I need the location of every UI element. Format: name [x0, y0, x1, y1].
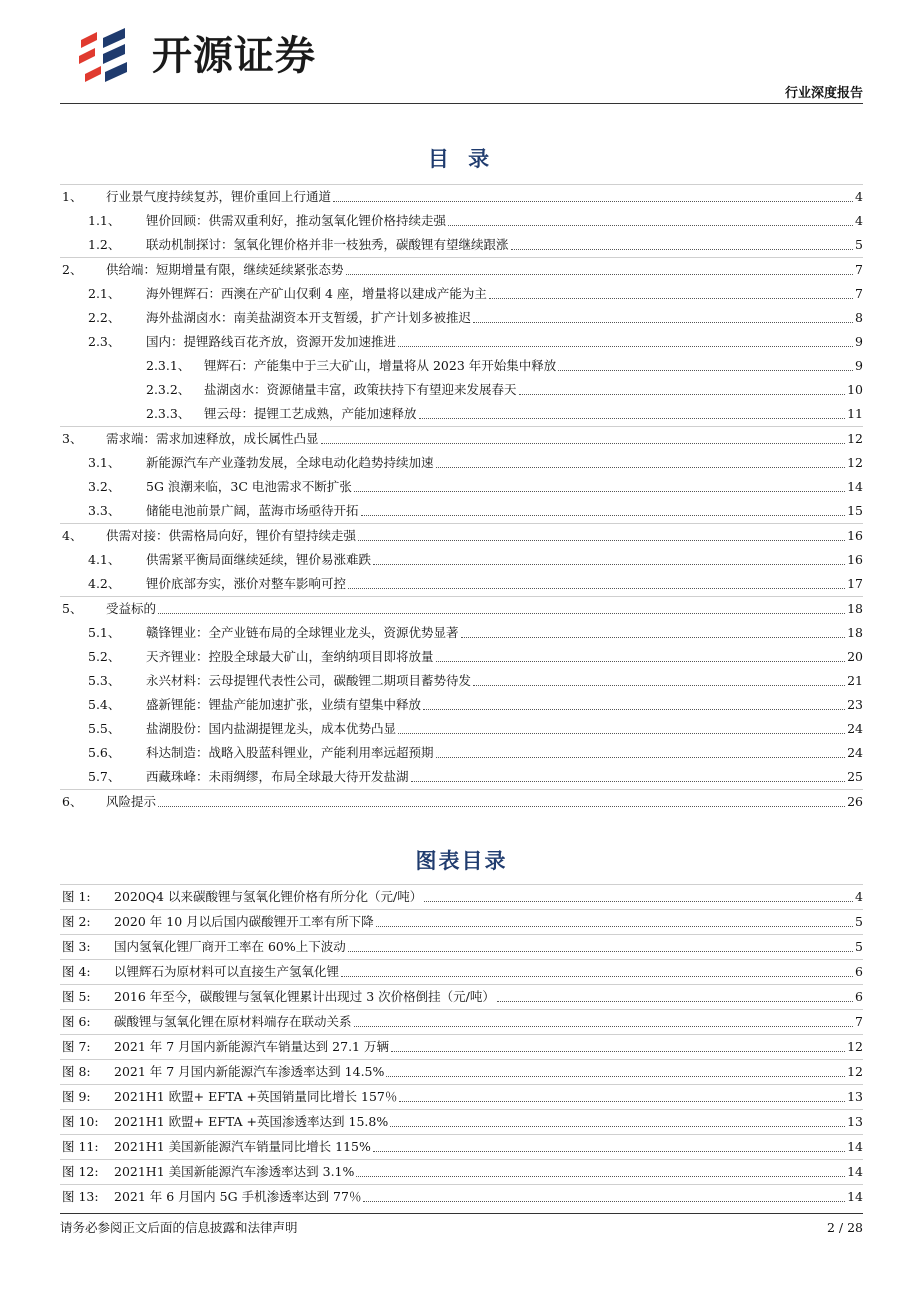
- figure-entry-page: 6: [855, 989, 863, 1004]
- toc-entry[interactable]: [60, 330, 863, 354]
- toc-entry-page: 23: [847, 697, 863, 712]
- toc-entry[interactable]: [60, 426, 863, 451]
- figure-dot-leader: [497, 993, 853, 1002]
- toc-entry[interactable]: [60, 789, 863, 814]
- figure-entry-number: 图 10:: [62, 1114, 99, 1129]
- toc-entry-title: 锂价底部夯实，涨价对整车影响可控: [146, 576, 347, 591]
- toc-entry-page: 25: [847, 769, 863, 784]
- figure-entry[interactable]: [60, 1109, 863, 1134]
- toc-entry-number: 5.1、: [88, 625, 121, 640]
- toc-entry-page: 12: [847, 431, 863, 446]
- figure-dot-leader: [348, 943, 853, 952]
- figure-entry-title: 以锂辉石为原材料可以直接生产氢氧化锂: [114, 964, 340, 979]
- toc-entry-page: 20: [847, 649, 863, 664]
- toc-entry-number: 1.2、: [88, 237, 121, 252]
- toc-dot-leader: [333, 193, 853, 202]
- toc-entry-page: 10: [847, 382, 863, 397]
- figure-entry-page: 13: [847, 1114, 863, 1129]
- toc-entry-title: 行业景气度持续复苏，锂价重回上行通道: [106, 189, 332, 204]
- toc-dot-leader: [436, 459, 846, 468]
- toc-entry[interactable]: [60, 475, 863, 499]
- toc-entry-number: 4、: [62, 528, 83, 543]
- toc-entry-page: 5: [855, 237, 863, 252]
- figure-entry-title: 2021 年 7 月国内新能源汽车渗透率达到 14.5%: [114, 1064, 385, 1079]
- toc-entry-page: 18: [847, 625, 863, 640]
- figure-dot-leader: [363, 1193, 845, 1202]
- toc-entry-title: 科达制造：战略入股蓝科锂业，产能利用率远超预期: [146, 745, 434, 760]
- toc-entry[interactable]: [60, 378, 863, 402]
- toc-dot-leader: [358, 532, 845, 541]
- toc-entry-page: 16: [847, 552, 863, 567]
- figure-entry-page: 5: [855, 939, 863, 954]
- toc-entry-title: 风险提示: [106, 794, 157, 809]
- toc-entry-number: 1、: [62, 189, 83, 204]
- toc-dot-leader: [436, 749, 846, 758]
- toc-dot-leader: [158, 798, 845, 807]
- toc-entry-number: 2.3、: [88, 334, 121, 349]
- toc-entry-page: 4: [855, 189, 863, 204]
- toc-entry-page: 21: [847, 673, 863, 688]
- toc-entry[interactable]: [60, 669, 863, 693]
- toc-dot-leader: [473, 314, 853, 323]
- toc-entry-title: 新能源汽车产业蓬勃发展，全球电动化趋势持续加速: [146, 455, 434, 470]
- figure-entry-title: 国内氢氧化锂厂商开工率在 60%上下波动: [114, 939, 346, 954]
- toc-dot-leader: [558, 362, 853, 371]
- figure-entry-title: 2021 年 6 月国内 5G 手机渗透率达到 77％: [114, 1189, 362, 1204]
- figure-entry-title: 2021H1 欧盟+ EFTA +英国渗透率达到 15.8%: [114, 1114, 389, 1129]
- figure-entry-number: 图 4:: [62, 964, 91, 979]
- figure-list: [60, 884, 863, 1209]
- figure-entry[interactable]: [60, 1184, 863, 1209]
- toc-entry-number: 1.1、: [88, 213, 121, 228]
- toc-dot-leader: [473, 677, 845, 686]
- toc-entry-number: 3.2、: [88, 479, 121, 494]
- figure-dot-leader: [354, 1018, 854, 1027]
- toc-entry-title: 供需对接：供需格局向好，锂价有望持续走强: [106, 528, 357, 543]
- figure-entry[interactable]: [60, 1059, 863, 1084]
- toc-dot-leader: [419, 410, 846, 419]
- figure-entry-page: 12: [847, 1064, 863, 1079]
- brand-logo-icon: [75, 26, 135, 86]
- toc-entry-page: 18: [847, 601, 863, 616]
- toc-dot-leader: [411, 773, 846, 782]
- toc-entry-page: 9: [855, 334, 863, 349]
- figure-entry-title: 2020 年 10 月以后国内碳酸锂开工率有所下降: [114, 914, 374, 929]
- figure-entry-title: 2021H1 美国新能源汽车销量同比增长 115%: [114, 1139, 371, 1154]
- toc-entry-title: 锂云母：提锂工艺成熟，产能加速释放: [204, 406, 417, 421]
- figure-entry[interactable]: [60, 959, 863, 984]
- figure-entry-title: 2021H1 欧盟+ EFTA +英国销量同比增长 157％: [114, 1089, 398, 1104]
- toc-entry-title: 天齐锂业：控股全球最大矿山，奎纳纳项目即将放量: [146, 649, 434, 664]
- figure-dot-leader: [391, 1043, 845, 1052]
- toc-entry-number: 2.1、: [88, 286, 121, 301]
- toc-list: [60, 184, 863, 814]
- toc-entry-page: 17: [847, 576, 863, 591]
- report-type-label: 行业深度报告: [784, 86, 863, 101]
- figure-entry-title: 2021H1 美国新能源汽车渗透率达到 3.1%: [114, 1164, 355, 1179]
- figure-dot-leader: [341, 968, 853, 977]
- toc-entry[interactable]: [60, 354, 863, 378]
- figure-entry-page: 13: [847, 1089, 863, 1104]
- toc-entry-title: 供需紧平衡局面继续延续，锂价易涨难跌: [146, 552, 372, 567]
- toc-entry-title: 锂辉石：产能集中于三大矿山，增量将从 2023 年开始集中释放: [204, 358, 557, 373]
- toc-entry[interactable]: [60, 645, 863, 669]
- figure-entry-title: 碳酸锂与氢氧化锂在原材料端存在联动关系: [114, 1014, 352, 1029]
- toc-entry-title: 永兴材料：云母提锂代表性公司，碳酸锂二期项目蓄势待发: [146, 673, 472, 688]
- figure-entry-number: 图 11:: [62, 1139, 99, 1154]
- toc-entry[interactable]: [60, 306, 863, 330]
- toc-entry[interactable]: [60, 717, 863, 741]
- toc-dot-leader: [321, 435, 846, 444]
- toc-dot-leader: [398, 338, 853, 347]
- toc-dot-leader: [423, 701, 845, 710]
- toc-entry-page: 24: [847, 745, 863, 760]
- toc-dot-leader: [348, 580, 845, 589]
- toc-entry-number: 2.3.1、: [146, 358, 191, 373]
- toc-entry[interactable]: [60, 233, 863, 257]
- figure-entry-page: 6: [855, 964, 863, 979]
- toc-dot-leader: [436, 653, 846, 662]
- toc-entry-number: 5.5、: [88, 721, 121, 736]
- toc-entry-number: 5.3、: [88, 673, 121, 688]
- toc-entry-title: 5G 浪潮来临，3C 电池需求不断扩张: [146, 479, 352, 494]
- figure-entry[interactable]: [60, 1084, 863, 1109]
- toc-entry-title: 联动机制探讨：氢氧化锂价格并非一枝独秀，碳酸锂有望继续跟涨: [146, 237, 509, 252]
- toc-entry[interactable]: [60, 693, 863, 717]
- toc-entry[interactable]: [60, 282, 863, 306]
- figure-entry-number: 图 1:: [62, 889, 91, 904]
- toc-entry-title: 储能电池前景广阔，蓝海市场亟待开拓: [146, 503, 359, 518]
- toc-entry-title: 需求端：需求加速释放，成长属性凸显: [106, 431, 319, 446]
- toc-entry-page: 16: [847, 528, 863, 543]
- toc-entry[interactable]: [60, 499, 863, 523]
- page-header: [60, 18, 863, 102]
- toc-entry-number: 5.4、: [88, 697, 121, 712]
- figure-entry[interactable]: [60, 1134, 863, 1159]
- figure-entry-number: 图 13:: [62, 1189, 99, 1204]
- figure-entry-number: 图 7:: [62, 1039, 91, 1054]
- toc-entry-title: 赣锋锂业：全产业链布局的全球锂业龙头，资源优势显著: [146, 625, 459, 640]
- toc-entry-page: 12: [847, 455, 863, 470]
- figure-dot-leader: [424, 893, 853, 902]
- toc-entry[interactable]: [60, 257, 863, 282]
- toc-entry[interactable]: [60, 451, 863, 475]
- toc-entry[interactable]: [60, 523, 863, 548]
- toc-entry-title: 海外盐湖卤水：南美盐湖资本开支暂缓，扩产计划多被推迟: [146, 310, 472, 325]
- figure-entry-page: 14: [847, 1139, 863, 1154]
- figure-dot-leader: [373, 1143, 845, 1152]
- toc-entry[interactable]: [60, 548, 863, 572]
- toc-dot-leader: [398, 725, 845, 734]
- figure-entry-number: 图 12:: [62, 1164, 99, 1179]
- figure-entry[interactable]: [60, 934, 863, 959]
- toc-entry-number: 3、: [62, 431, 83, 446]
- footer-divider: [60, 1213, 863, 1214]
- toc-entry-number: 2.3.2、: [146, 382, 191, 397]
- toc-entry-page: 15: [847, 503, 863, 518]
- toc-entry-page: 9: [855, 358, 863, 373]
- toc-entry-page: 11: [847, 406, 863, 421]
- figure-entry-page: 12: [847, 1039, 863, 1054]
- figure-entry-number: 图 6:: [62, 1014, 91, 1029]
- toc-entry-page: 24: [847, 721, 863, 736]
- toc-entry-title: 锂价回顾：供需双重利好，推动氢氧化锂价格持续走强: [146, 213, 447, 228]
- figure-entry-title: 2016 年至今，碳酸锂与氢氧化锂累计出现过 3 次价格倒挂（元/吨）: [114, 989, 495, 1004]
- toc-entry-number: 5.7、: [88, 769, 121, 784]
- toc-title: 目 录: [427, 147, 496, 171]
- figure-entry[interactable]: [60, 1159, 863, 1184]
- toc-dot-leader: [519, 386, 846, 395]
- toc-dot-leader: [361, 507, 846, 516]
- toc-entry-number: 2、: [62, 262, 83, 277]
- brand-name: 开源证券: [152, 33, 316, 79]
- figure-entry-number: 图 9:: [62, 1089, 91, 1104]
- figure-dot-leader: [356, 1168, 845, 1177]
- toc-entry-title: 供给端：短期增量有限，继续延续紧张态势: [106, 262, 344, 277]
- figure-dot-leader: [399, 1093, 845, 1102]
- figure-entry[interactable]: [60, 909, 863, 934]
- figure-dot-leader: [386, 1068, 845, 1077]
- toc-entry-number: 4.2、: [88, 576, 121, 591]
- figure-entry-number: 图 3:: [62, 939, 91, 954]
- toc-dot-leader: [346, 266, 854, 275]
- toc-entry-page: 26: [847, 794, 863, 809]
- figure-entry[interactable]: [60, 884, 863, 909]
- toc-dot-leader: [354, 483, 845, 492]
- toc-entry[interactable]: [60, 572, 863, 596]
- toc-entry-page: 4: [855, 213, 863, 228]
- figure-entry-page: 7: [855, 1014, 863, 1029]
- toc-entry[interactable]: [60, 209, 863, 233]
- toc-entry[interactable]: [60, 621, 863, 645]
- figure-entry-page: 14: [847, 1189, 863, 1204]
- toc-entry-title: 盐湖股份：国内盐湖提锂龙头，成本优势凸显: [146, 721, 397, 736]
- toc-dot-leader: [461, 629, 846, 638]
- figure-entry[interactable]: [60, 1034, 863, 1059]
- toc-entry-number: 5、: [62, 601, 83, 616]
- figure-entry[interactable]: [60, 1009, 863, 1034]
- figure-entry-number: 图 8:: [62, 1064, 91, 1079]
- toc-entry-title: 盛新锂能：锂盐产能加速扩张，业绩有望集中释放: [146, 697, 422, 712]
- header-divider: [60, 103, 863, 104]
- toc-dot-leader: [448, 217, 853, 226]
- toc-entry-number: 3.1、: [88, 455, 121, 470]
- toc-entry[interactable]: [60, 402, 863, 426]
- toc-entry-title: 国内：提锂路线百花齐放，资源开发加速推进: [146, 334, 397, 349]
- toc-entry-number: 4.1、: [88, 552, 121, 567]
- toc-entry-page: 14: [847, 479, 863, 494]
- figure-dot-leader: [376, 918, 853, 927]
- figure-entry-number: 图 5:: [62, 989, 91, 1004]
- toc-entry-number: 5.6、: [88, 745, 121, 760]
- toc-entry-page: 7: [855, 286, 863, 301]
- toc-entry[interactable]: [60, 596, 863, 621]
- footer-disclaimer: 请务必参阅正文后面的信息披露和法律声明: [60, 1220, 298, 1235]
- toc-entry-number: 2.3.3、: [146, 406, 191, 421]
- toc-entry-number: 6、: [62, 794, 83, 809]
- toc-entry-title: 受益标的: [106, 601, 157, 616]
- toc-dot-leader: [511, 241, 854, 250]
- figure-entry[interactable]: [60, 984, 863, 1009]
- toc-entry[interactable]: [60, 184, 863, 209]
- toc-entry-title: 西藏珠峰：未雨绸缪，布局全球最大待开发盐湖: [146, 769, 409, 784]
- figure-entry-page: 4: [855, 889, 863, 904]
- toc-dot-leader: [373, 556, 845, 565]
- figure-entry-title: 2021 年 7 月国内新能源汽车销量达到 27.1 万辆: [114, 1039, 389, 1054]
- toc-entry[interactable]: [60, 741, 863, 765]
- toc-dot-leader: [158, 605, 845, 614]
- figure-list-title: 图表目录: [415, 849, 508, 873]
- page-number: 2 / 28: [826, 1220, 863, 1235]
- figure-entry-page: 5: [855, 914, 863, 929]
- toc-entry-number: 5.2、: [88, 649, 121, 664]
- toc-entry-page: 7: [855, 262, 863, 277]
- figure-entry-number: 图 2:: [62, 914, 91, 929]
- toc-entry-title: 盐湖卤水：资源储量丰富，政策扶持下有望迎来发展春天: [204, 382, 517, 397]
- toc-entry-page: 8: [855, 310, 863, 325]
- toc-dot-leader: [489, 290, 853, 299]
- figure-dot-leader: [390, 1118, 845, 1127]
- figure-entry-title: 2020Q4 以来碳酸锂与氢氧化锂价格有所分化（元/吨）: [114, 889, 423, 904]
- toc-entry-number: 2.2、: [88, 310, 121, 325]
- toc-entry-number: 3.3、: [88, 503, 121, 518]
- figure-entry-page: 14: [847, 1164, 863, 1179]
- toc-entry-title: 海外锂辉石：西澳在产矿山仅剩 4 座，增量将以建成产能为主: [146, 286, 487, 301]
- toc-entry[interactable]: [60, 765, 863, 789]
